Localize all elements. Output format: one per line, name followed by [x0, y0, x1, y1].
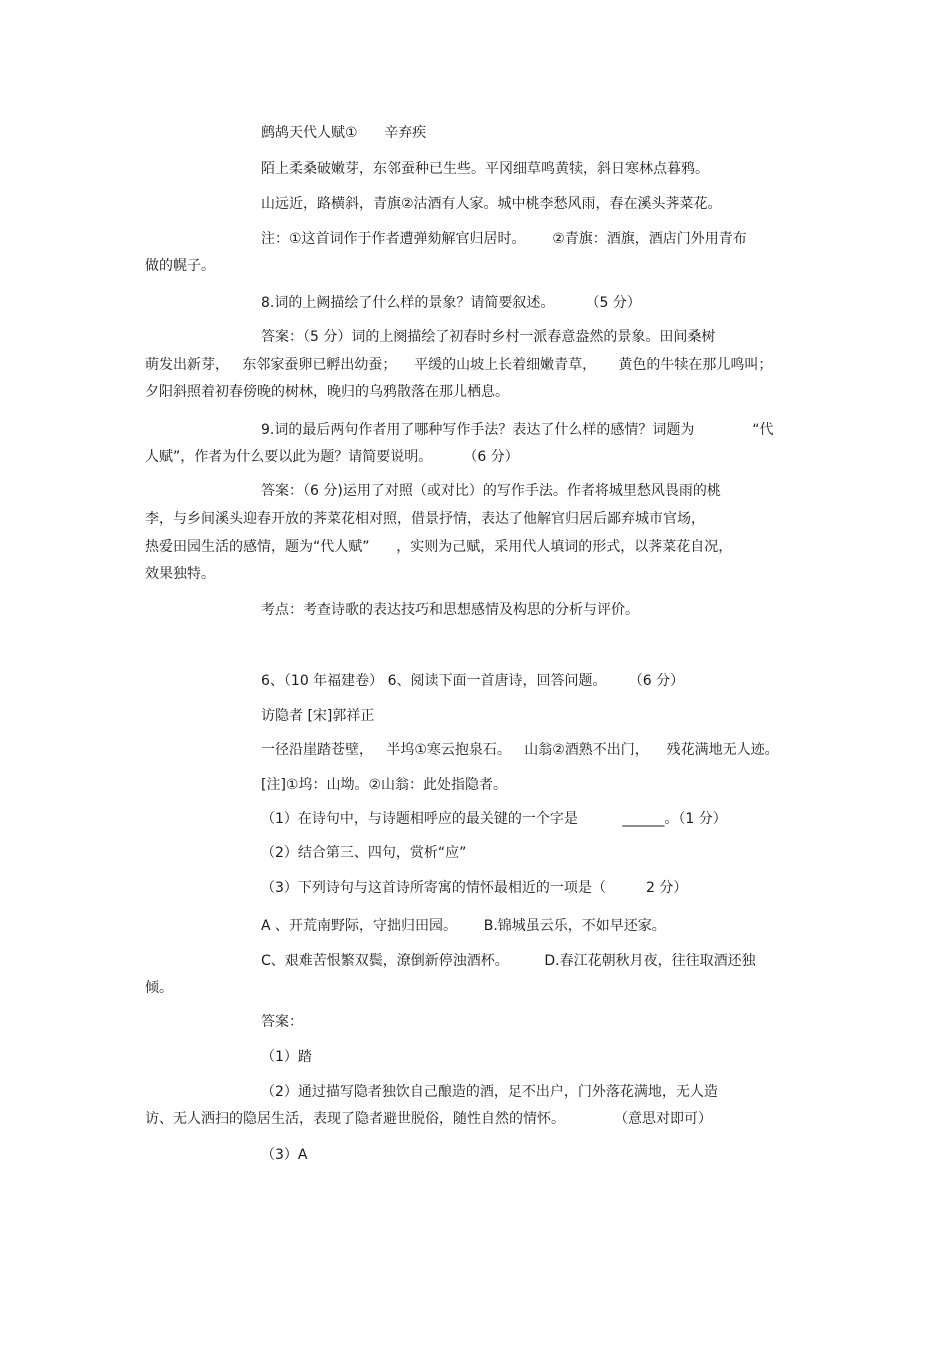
answer-9-cont-2: 热爱田园生活的感情，题为“代人赋” ，实则为己赋，采用代人填词的形式，以荠菜花自况，: [145, 539, 733, 555]
answer-8-cont-1: 萌发出新芽， 东邻家蚕卵已孵出幼蚕； 平缓的山坡上长着细嫩青草， 黄色的牛犊在那儿鸣叫；: [145, 357, 773, 373]
sub-question-1: （1）在诗句中，与诗题相呼应的最关键的一个字是 ______。（1 分）: [261, 811, 727, 827]
answer-1: （1）踏: [261, 1049, 312, 1065]
question-8: 8.词的上阙描绘了什么样的景象？请简要叙述。 （5 分）: [261, 295, 641, 311]
kaodian: 考点：考查诗歌的表达技巧和思想感情及构思的分析与评价。: [261, 602, 639, 618]
answer-3: （3）A: [261, 1147, 308, 1163]
question-9: 9.词的最后两句作者用了哪种写作手法？表达了什么样的感情？词题为 “代: [261, 422, 774, 438]
options-cd: C、艰难苦恨繁双鬓，潦倒新停浊酒杯。 D.春江花朝秋月夜，往往取酒还独: [261, 953, 756, 969]
poem-2-text: 一径沿崖踏苍壁， 半坞①寒云抱泉石。 山翁②酒熟不出门， 残花满地无人迹。: [261, 742, 779, 758]
answer-label: 答案：: [261, 1014, 303, 1030]
answer-8: 答案：（5 分）词的上阕描绘了初春时乡村一派春意盎然的景象。田间桑树: [261, 329, 716, 345]
poem-line-1: 陌上柔桑破嫩芽，东邻蚕种已生些。平冈细草鸣黄犊，斜日寒林点暮鸦。: [261, 161, 709, 177]
answer-9: 答案：（6 分)运用了对照（或对比）的写作手法。作者将城里愁风畏雨的桃: [261, 483, 721, 499]
sub-question-3: （3）下列诗句与这首诗所寄寓的情怀最相近的一项是（ 2 分）: [261, 880, 688, 896]
poem-title: 鹧鸪天代人赋① 辛弃疾: [261, 125, 427, 141]
sub-question-2: （2）结合第三、四句，赏析“应”: [261, 845, 467, 861]
answer-8-cont-2: 夕阳斜照着初春傍晚的树林，晚归的乌鸦散落在那儿栖息。: [145, 384, 509, 400]
answer-9-cont-3: 效果独特。: [145, 566, 215, 582]
answer-2-cont: 访、无人洒扫的隐居生活，表现了隐者避世脱俗，随性自然的情怀。 （意思对即可）: [145, 1111, 712, 1127]
options-ab: A 、开荒南野际，守拙归田园。 B.锦城虽云乐，不如早还家。: [261, 918, 666, 934]
question-9-cont: 人赋”，作者为什么要以此为题？请简要说明。 （6 分）: [145, 449, 519, 465]
poem-2-title: 访隐者 [宋]郭祥正: [261, 708, 375, 724]
poem-2-note: [注]①坞：山坳。②山翁：此处指隐者。: [261, 777, 508, 793]
poem-note-cont: 做的幌子。: [145, 258, 215, 274]
options-cd-cont: 倾。: [145, 980, 173, 996]
answer-2: （2）通过描写隐者独饮自己酿造的酒，足不出户，门外落花满地，无人造: [261, 1084, 718, 1100]
question-6-header: 6、（10 年福建卷） 6、阅读下面一首唐诗，回答问题。 （6 分）: [261, 673, 685, 689]
poem-line-2: 山远近，路横斜，青旗②沽酒有人家。城中桃李愁风雨，春在溪头荠菜花。: [261, 196, 722, 212]
answer-9-cont-1: 李，与乡间溪头迎春开放的荠菜花相对照，借景抒情，表达了他解官归居后鄙弃城市官场，: [145, 511, 705, 527]
poem-note: 注：①这首词作于作者遭弹劾解官归居时。 ②青旗：酒旗，酒店门外用青布: [261, 231, 747, 247]
